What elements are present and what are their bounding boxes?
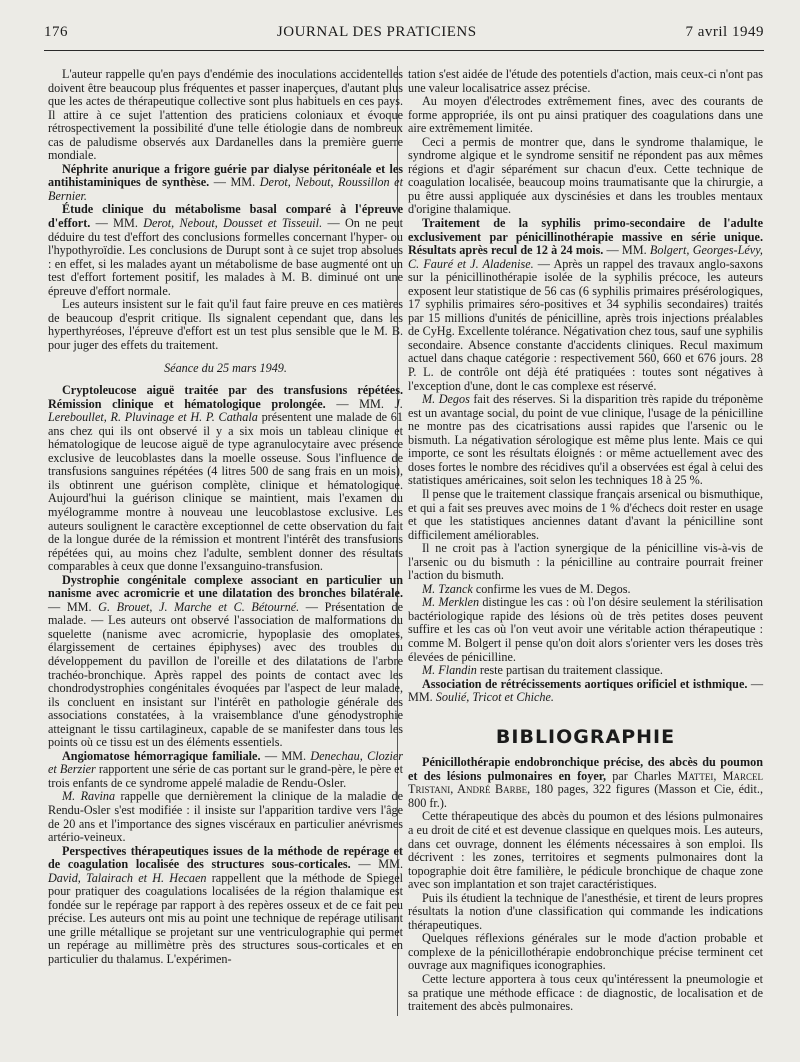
article-authors: David, Talairach et H. Hecaen (48, 870, 207, 885)
book-publication: 180 pages, 322 figures (Masson et Cie, édit., 800 fr.). (408, 782, 763, 810)
book-title: Pénicillothérapie endobronchique précise, des abcès du poumon et des lésions pulmonaires en foyer, (408, 755, 763, 783)
article-body: — Présentation de malade. — Les auteurs ont observé l'association de malformations du squelette (nanisme avec acromicrie, hypoplasie des omoplates, élargissement de certaines épiphyses) avec des troubles du développement du pavillon de l'oreille et des dilatations de l'arbre trachéo-bronchique. Après rappel des points de contact avec les chondrodystrophies congénitales évoquées par l'aspect de leur malade, ils concluent en insistant sur l'intérêt en pathologie générale des associations constatées, à la vraisemblance d'une génodystrophie atteignant le tissu cartilagineux, capable de se manifester dans tous les points où ce tissu est un des éléments essentiels. (48, 599, 403, 750)
paragraph: Puis ils étudient la technique de l'anesthésie, et tirent de leurs propres résultats la notion d'une classification qui commande les indications thérapeutiques. (408, 890, 763, 932)
page-number: 176 (44, 24, 68, 40)
comment-paragraph: M. Merklen distingue les cas : où l'on désire seulement la stérilisation bactériologique rapide des lésions où de très petites doses peuvent suffire et les cas où l'on veut avoir une véritable action thérapeutique : comme M. Bolgert il pense qu'on doit alors s'orienter vers les doses très élevées de pénicilline. (408, 595, 763, 664)
paragraph: Quelques réflexions générales sur le mode d'action probable et complexe de la pénicillothérapie endobronchique précise terminent cet ouvrage aux magnifiques iconographies. (408, 931, 763, 973)
article-authors: G. Brouet, J. Marche et C. Bétourné. (98, 599, 300, 614)
paragraph: tation s'est aidée de l'étude des potentiels d'action, mais ceux-ci n'ont pas une valeur localisatrice assez précise. (408, 67, 763, 95)
article-title: Dystrophie congénitale complexe associant en particulier un nanisme avec acromicrie et une dilatation des bronches bilatérale. (48, 572, 403, 601)
article-authors: Bolgert, Georges-Lévy, C. Fauré et J. Aladenise. (408, 243, 763, 271)
article-authors: Denechau, Clozier et Berzier (48, 748, 403, 777)
seance-heading: Séance du 25 mars 1949. (164, 361, 287, 376)
article-body: — Après un rappel des travaux anglo-saxons sur la pénicillinothérapie isolée de la syphilis précoce, les auteurs exposent leur statistique de 56 cas (6 syphilis primaires présérologiques, 17 syphilis primaires séro-positives et 34 syphilis secondaires) traités par 15 millions d'unités de pénicilline, après trois injections préalables de CyHg. Excellente tolérance. Négativation chez tous, sauf une syphilis secondaire. Absence constante d'accidents cliniques. Recul maximum actuel dans chaque catégorie : respectivement 560, 660 et 676 jours. 28 P. L. de contrôle ont déjà été pratiquées : toutes sont négatives à l'exception d'une, dont le cas complexe est réservé. (408, 256, 763, 393)
journal-title: JOURNAL DES PRATICIENS (276, 24, 477, 40)
article-body: présentent une malade de 61 ans chez qui ils ont observé il y a six mois un tableau clinique et hématologique de leucose aiguë de type agranulocytaire avec présence exclusive de leucoblastes dans la moelle osseuse. Sous l'influence de transfusions sanguines répétées (4 litres 500 de sang frais en un mois), ils obtinrent une guérison complète, clinique et hématologique. Aujourd'hui la guérison clinique se maintient, mais l'examen du myélogramme montre à nouveau une leucoblastose exclusive. Les auteurs soulignent le caractère exceptionnel de cette observation du fait de la longue durée de la rémission et montrent l'intérêt des transfusions répétées qui, au moins chez l'adulte, semblent donner des résultats comparables à ceux que donne l'exsanguino-transfusion. (48, 410, 403, 574)
paragraph: L'auteur rappelle qu'en pays d'endémie des inoculations accidentelles doivent être beaucoup plus fréquentes et passer inaperçues, d'autant plus que les actes de thérapeutique collective sont plus habituels en ces pays. Il attire à ce sujet l'attention des praticiens coloniaux et évoque rétrospectivement la possibilité d'une telle étiologie dans de nombreux cas de paludisme observés aux Dardanelles dans la première guerre mondiale. (48, 67, 403, 163)
article-title: Perspectives thérapeutiques issues de la méthode de repérage et de coagulation localisée des structures sous-corticales. (48, 843, 403, 872)
commenter: M. Merklen (422, 595, 480, 610)
book-authors: Mattei, Marcel Tristani, André Barbe, (408, 768, 763, 797)
paragraph: Ceci a permis de montrer que, dans le syndrome thalamique, le syndrome algique et le syndrome sensitif ne répondent pas aux mêmes régions et d'agir séparément sur chacun d'eux. Cette technique de coagulation localisée, beaucoup moins traumatisante que la chirurgie, a pu être aussi appliquée aux dyscinésies et dans les troubles mentaux d'origine thalamique. (408, 134, 763, 217)
article-body: rapportent une série de cas portant sur le grand-père, le père et trois enfants de ce syndrome appelé maladie de Rendu-Osler. (48, 762, 403, 790)
issue-date: 7 avril 1949 (685, 24, 764, 40)
article-title: Étude clinique du métabolisme basal comparé à l'épreuve d'effort. (48, 202, 403, 231)
commenter: M. Ravina (62, 789, 116, 804)
article-title: Angiomatose hémorragique familiale. (62, 748, 261, 763)
commenter: M. Tzanck (422, 581, 473, 596)
paragraph: Cette thérapeutique des abcès du poumon et des lésions pulmonaires a eu droit de cité et est devenue classique en quelques mois. Les auteurs, dans cet ouvrage, donnent les éléments nécessaires à son emploi. Ils décrivent : les zones, territoires et segments pulmonaires dont la topographie doit être familière, le pédicule bronchique de chaque zone avec son implantation et son trajet caractéristiques. (408, 809, 763, 892)
article-title: Association de rétrécissements aortiques orificiel et isthmique. (422, 676, 748, 691)
comment-paragraph: M. Tzanck confirme les vues de M. Degos. (422, 581, 631, 596)
article-body: — On ne peut déduire du test d'effort des conclusions formelles concernant l'hyper- ou l'hypothyroïdie. Les conclusions de Durupt sont à ce sujet trop absolues : en effet, si les malades ayant un métabolisme de base augmenté ont un test d'effort fortement positif, les malades à M. B. diminué ont une épreuve d'effort normale. (48, 216, 403, 298)
comment-paragraph: M. Degos fait des réserves. Si la disparition très rapide du tréponème est un avantage social, du point de vue clinique, l'usage de la pénicilline ne montre pas des cicatrisations aussi rapides que l'arsenic ou le bismuth. La négativation sérologique est même plus lente. Mais ce qui importe, ce sont les résultats éloignés : or même actuellement avec des doses fortes le nombre des récidives qu'il a observées est égal à celui des statistiques américaines, soit selon les techniques 18 à 25 %. (408, 392, 764, 488)
comment-paragraph: M. Ravina rappelle que dernièrement la clinique de la maladie de Rendu-Osler s'est modifiée : il insiste sur l'apparition tardive vers l'âge de 20 ans et l'importance des signes viscéraux en particulier anévrismes artério-veineux. (48, 789, 403, 845)
paragraph: Les auteurs insistent sur le fait qu'il faut faire preuve en ces matières de beaucoup d'esprit critique. Ils signalent cependant que, dans les hyperthyréoses, l'épreuve d'effort est un test plus sensible que le M. B. pour juger des effets du traitement. (48, 297, 403, 352)
article-nephrite: Néphrite anurique a frigore guérie par dialyse péritonéale et les antihistaminiques de synthèse. — MM. Derot, Nebout, Roussillon et Bernier. (48, 161, 403, 203)
comment-paragraph: M. Flandin reste partisan du traitement classique. (422, 663, 663, 678)
article-authors: J. Lereboullet, R. Pluvinage et H. P. Cathala (48, 396, 403, 425)
article-metabolisme: Étude clinique du métabolisme basal comparé à l'épreuve d'effort. — MM. Derot, Nebout, Dousset et Tisseuil. — On ne peut déduire du test d'effort des conclusions formelles concernant l'hyper- ou l'hypothyroïdie. Les conclusions de Durupt sont à ce sujet trop absolues : en effet, si les malades ayant un métabolisme de base augmenté ont un test d'effort fortement positif, les malades à M. B. diminué ont une épreuve d'effort normale. (48, 202, 403, 298)
article-cryptoleucose: Cryptoleucose aiguë traitée par des transfusions répétées. Rémission clinique et hématologique prolongée. — MM. J. Lereboullet, R. Pluvinage et H. P. Cathala présentent une malade de 61 ans chez qui ils ont observé il y a six mois un tableau clinique et hématologique de leucose aiguë de type agranulocytaire avec présence exclusive de leucoblastes dans la moelle osseuse. Sous l'influence de transfusions sanguines répétées (4 litres 500 de sang frais en un mois), ils obtinrent une guérison complète, clinique et hématologique. Aujourd'hui la guérison clinique se maintient, mais l'examen du myélogramme montre à nouveau une leucoblastose exclusive. Les auteurs soulignent le caractère exceptionnel de cette observation du fait de la longue durée de la rémission et montrent l'intérêt des transfusions répétées qui, au moins chez l'adulte, semblent donner des résultats comparables à ceux que donne l'exsanguino-transfusion. (48, 383, 403, 574)
paragraph: Au moyen d'électrodes extrêmement fines, avec des courants de forme appropriée, ils ont pu ainsi pratiquer des coagulations dans une aire extrêmement limitée. (408, 94, 763, 136)
paragraph: Cette lecture apportera à tous ceux qu'intéressent la pneumologie et sa pratique une méthode efficace : de diagnostic, de localisation et de traitement des abcès pulmonaires. (408, 972, 763, 1014)
article-syphilis: Traitement de la syphilis primo-secondaire de l'adulte exclusivement par pénicillinothérapie massive en série unique. Résultats après recul de 12 à 24 mois. — MM. Bolgert, Georges-Lévy, C. Fauré et J. Aladenise. — Après un rappel des travaux anglo-saxons sur la pénicillinothérapie isolée de la syphilis précoce, les auteurs exposent leur statistique de 56 cas (6 syphilis primaires présérologiques, 17 syphilis primaires séro-positives et 34 syphilis secondaires) traités par 15 millions d'unités de pénicilline, après trois injections préalables de CyHg. Excellente tolérance. Négativation chez tous, sauf une syphilis secondaire. Absence constante d'accidents cliniques. Recul maximum actuel dans chaque catégorie : respectivement 560, 660 et 676 jours. 28 P. L. de contrôle ont déjà été pratiquées : toutes sont négatives à l'exception d'une, dont le cas complexe est réservé. (408, 216, 763, 393)
article-authors: Soulié, Tricot et Chiche. (435, 690, 554, 705)
page-header (44, 24, 764, 51)
bibliography-heading: BIBLIOGRAPHIE (495, 725, 676, 748)
commenter: M. Degos (422, 392, 470, 407)
article-title: Néphrite anurique a frigore guérie par dialyse péritonéale et les antihistaminiques de synthèse. (48, 161, 403, 190)
article-dystrophie: Dystrophie congénitale complexe associant en particulier un nanisme avec acromicrie et une dilatation des bronches bilatérale. — MM. G. Brouet, J. Marche et C. Bétourné. — Présentation de malade. — Les auteurs ont observé l'association de malformations du squelette (nanisme avec acromicrie, hypoplasie des omoplates, élargissement de certaines épiphyses) avec des troubles du développement du pavillon de l'oreille et des dilatations de l'arbre trachéo-bronchique. Après rappel des points de contact avec les chondrodystrophies congénitales évoquées par l'aspect de leur malade, ils concluent en insistant sur l'intérêt en pathologie générale des associations constatées, à la vraisemblance d'une génodystrophie atteignant le tissu cartilagineux, capable de se manifester dans tous les points où ce tissu est un des éléments essentiels. (48, 572, 403, 750)
article-title: Cryptoleucose aiguë traitée par des transfusions répétées. Rémission clinique et hématologique prolongée. (48, 383, 403, 411)
left-column (48, 68, 403, 967)
book-entry: Pénicillothérapie endobronchique précise, des abcès du poumon et des lésions pulmonaires en foyer, par Charles Mattei, Marcel Tristani, André Barbe, 180 pages, 322 figures (Masson et Cie, édit., 800 fr.). (408, 755, 763, 810)
paragraph: Il pense que le traitement classique français arsenical ou bismuthique, et qui a fait ses preuves avec moins de 1 % d'échecs doit rester en usage et que les statistiques anciennes datant d'avant la pénicilline sont difficilement améliorables. (408, 486, 763, 542)
article-angiomatose: Angiomatose hémorragique familiale. — MM. Denechau, Clozier et Berzier rapportent une série de cas portant sur le grand-père, le père et trois enfants de ce syndrome appelé maladie de Rendu-Osler. (48, 748, 403, 790)
article-body: rappellent que la méthode de Spiegel pour pratiquer des coagulations localisées de la région thalamique est fondée sur le repérage par rapport à des repères osseux et de ce fait peu précise. Les auteurs ont mis au point une technique de repérage utilisant une grille métallique se projetant sur une ventriculographie qui permet un repérage au millimètre près des structures sous-corticales et en particulier du thalamus. L'expérimen- (48, 870, 403, 966)
commenter: M. Flandin (422, 663, 477, 678)
article-aortique: Association de rétrécissements aortiques orificiel et isthmique. — MM. Soulié, Tricot et Chiche. (408, 676, 763, 705)
article-authors: Derot, Nebout, Dousset et Tisseuil. (143, 216, 323, 231)
article-title: Traitement de la syphilis primo-secondaire de l'adulte exclusivement par pénicillinothérapie massive en série unique. Résultats après recul de 12 à 24 mois. (408, 216, 763, 258)
paragraph: Il ne croit pas à l'action synergique de la pénicilline vis-à-vis de l'arsenic ou du bismuth : la pénicilline au contraire pourrait freiner l'action du bismuth. (408, 541, 763, 583)
article-authors: Derot, Nebout, Roussillon et Bernier. (48, 175, 403, 203)
right-column (408, 68, 763, 1014)
article-perspectives: Perspectives thérapeutiques issues de la méthode de repérage et de coagulation localisée des structures sous-corticales. — MM. David, Talairach et H. Hecaen rappellent que la méthode de Spiegel pour pratiquer des coagulations localisées de la région thalamique est fondée sur le repérage par rapport à des repères osseux et de ce fait peu précise. Les auteurs ont mis au point une technique de repérage utilisant une grille métallique se projetant sur une ventriculographie qui permet un repérage au millimètre près des structures sous-corticales et en particulier du thalamus. L'expérimen- (48, 843, 403, 966)
